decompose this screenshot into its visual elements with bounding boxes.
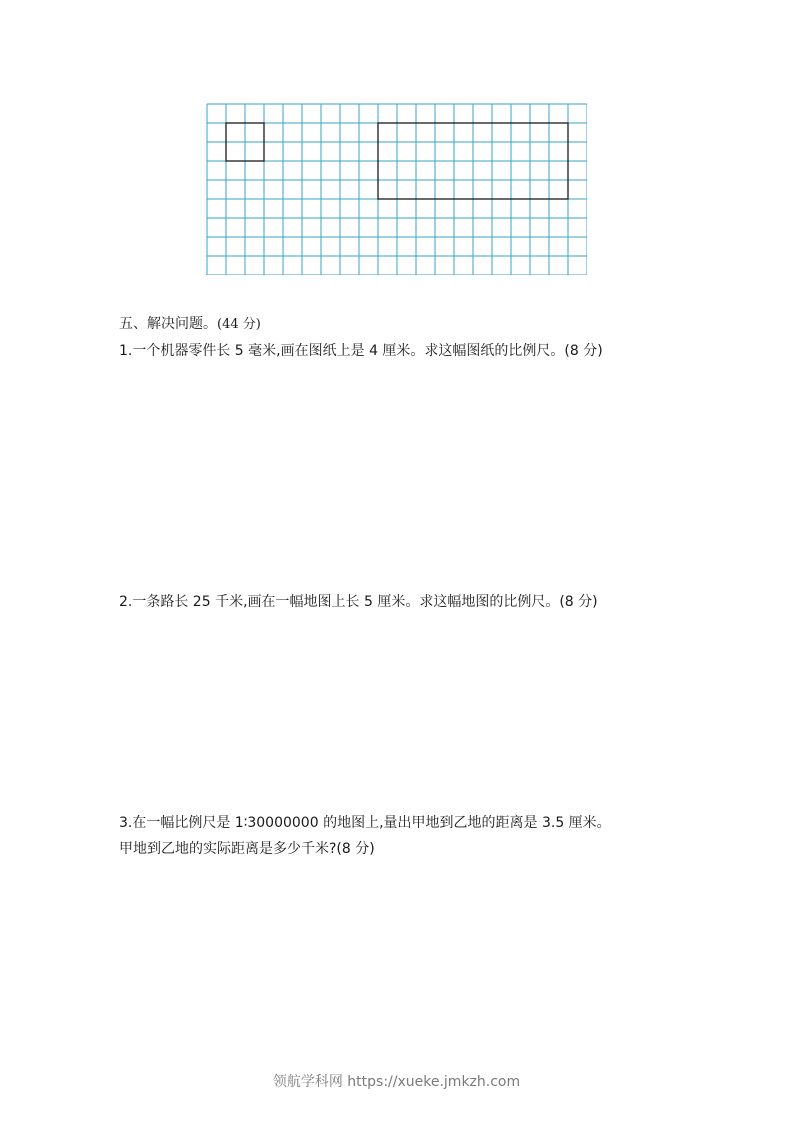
- section-heading-text: 五、解决问题。: [119, 316, 217, 332]
- footer: [0, 1071, 793, 1091]
- section-heading: [119, 315, 261, 334]
- question-2-text: 2.一条路长 25 千米,画在一幅地图上长 5 厘米。求这幅地图的比例尺。(8 分): [119, 594, 598, 610]
- question-3-text-1: 3.在一幅比例尺是 1∶30000000 的地图上,量出甲地到乙地的距离是 3.5 厘米。: [119, 815, 611, 831]
- question-3-line-2: [119, 840, 375, 858]
- question-3-text-2: 甲地到乙地的实际距离是多少千米?(8 分): [119, 841, 375, 857]
- grid-figure: [206, 103, 587, 279]
- footer-text: 领航学科网 https://xueke.jmkzh.com: [272, 1074, 521, 1090]
- question-1-text: 1.一个机器零件长 5 毫米,画在图纸上是 4 厘米。求这幅图纸的比例尺。(8 分): [119, 343, 603, 359]
- grid-paper: [206, 103, 587, 275]
- section-points: (44 分): [217, 317, 261, 332]
- question-1: [119, 342, 603, 360]
- question-2: [119, 593, 598, 611]
- question-3-line-1: [119, 814, 611, 832]
